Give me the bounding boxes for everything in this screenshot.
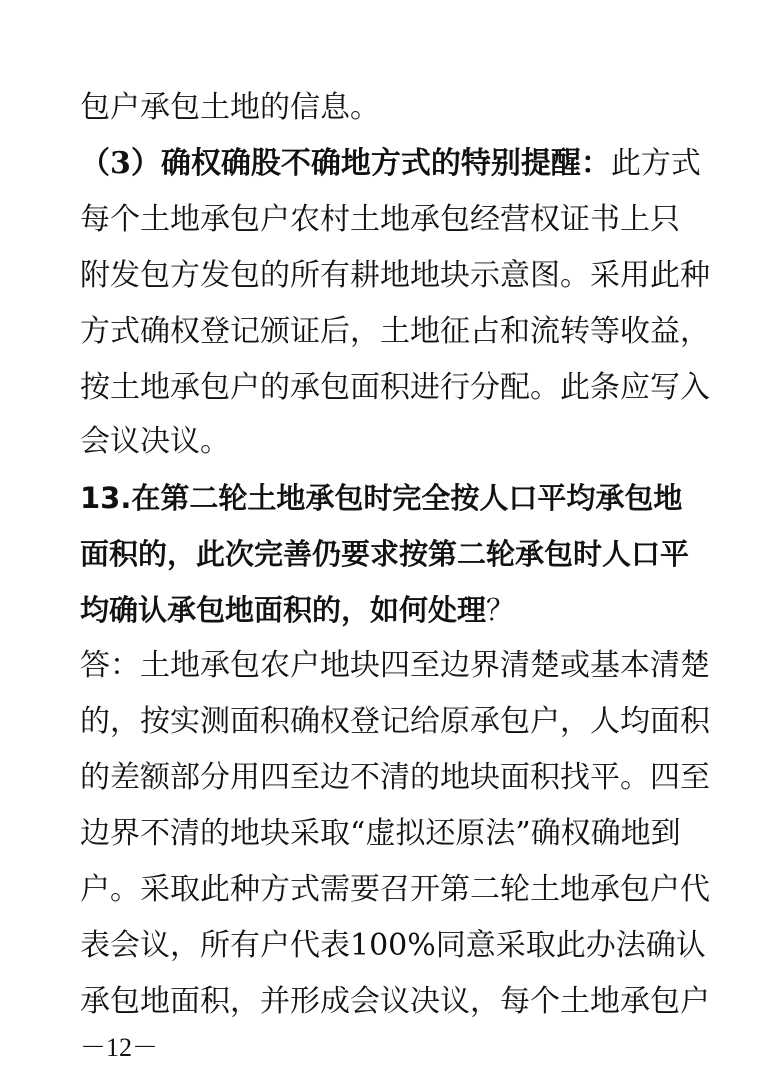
- point-3-heading: （3）确权确股不确地方式的特别提醒：: [80, 146, 611, 181]
- body-line: 方式确权登记颁证后，土地征占和流转等收益，: [80, 314, 710, 349]
- body-text: 此方式: [610, 146, 701, 181]
- body-line: 按土地承包户的承包面积进行分配。此条应写入: [80, 370, 710, 405]
- answer-line: 的，按实测面积确权登记给原承包户，人均面积: [80, 704, 710, 739]
- body-line: 会议决议。: [80, 424, 230, 459]
- answer-line: 承包地面积，并形成会议决议，每个土地承包户: [80, 984, 710, 1019]
- point-3-paragraph: [80, 144, 701, 184]
- question-heading-line: 13.在第二轮土地承包时完全按人口平均承包地: [80, 481, 683, 515]
- question-heading-line: 面积的，此次完善仍要求按第二轮承包时人口平: [80, 537, 690, 571]
- answer-line: 的差额部分用四至边不清的地块面积找平。四至: [80, 760, 710, 795]
- body-line: 包户承包土地的信息。: [80, 90, 380, 125]
- body-line: 附发包方发包的所有耕地地块示意图。采用此种: [80, 258, 710, 293]
- body-line: 每个土地承包户农村土地承包经营权证书上只: [80, 202, 680, 237]
- page-number: －12－: [80, 1033, 159, 1062]
- answer-line: 边界不清的地块采取“虚拟还原法”确权确地到: [80, 816, 681, 851]
- question-mark: ？: [486, 593, 516, 627]
- question-heading-line: [80, 590, 676, 630]
- answer-line: 表会议，所有户代表100%同意采取此办法确认: [80, 928, 706, 963]
- answer-line: 户。采取此种方式需要召开第二轮土地承包户代: [80, 872, 710, 907]
- answer-line: 答：土地承包农户地块四至边界清楚或基本清楚: [80, 648, 710, 683]
- question-text: 均确认承包地面积的，如何处理: [80, 593, 487, 627]
